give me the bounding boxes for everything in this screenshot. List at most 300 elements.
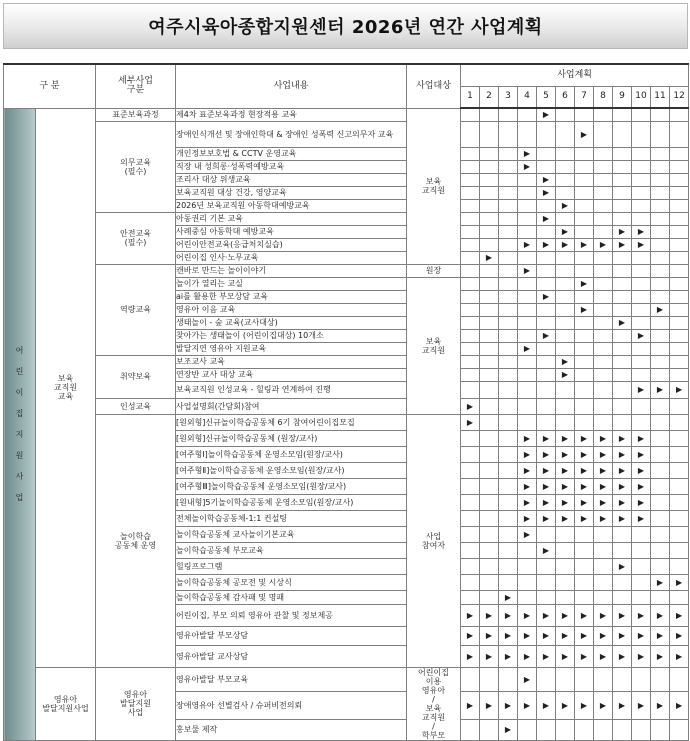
month-cell bbox=[537, 414, 556, 430]
month-cell bbox=[537, 147, 556, 160]
subcategory-label: 영유아 발달지원 사업 bbox=[96, 667, 176, 740]
month-cell bbox=[480, 368, 499, 381]
month-cell bbox=[651, 290, 670, 303]
month-marker: ▶ bbox=[556, 478, 575, 494]
month-cell bbox=[670, 173, 689, 186]
month-cell bbox=[499, 212, 518, 225]
program-content: [여주형Ⅱ]놀이학습공동체 운영소모임(원장/교사) bbox=[176, 462, 407, 478]
month-cell bbox=[537, 316, 556, 329]
month-cell bbox=[518, 542, 537, 558]
month-cell bbox=[613, 526, 632, 542]
subcategory-label: 인성교육 bbox=[96, 398, 176, 414]
subcategory-label: 안전교육 (필수) bbox=[96, 212, 176, 264]
month-marker: ▶ bbox=[613, 494, 632, 510]
program-content: 놀이학습공동체 공모전 및 시상식 bbox=[176, 574, 407, 590]
month-cell bbox=[613, 329, 632, 342]
month-cell bbox=[537, 368, 556, 381]
month-marker: ▶ bbox=[461, 604, 480, 626]
month-cell bbox=[499, 368, 518, 381]
month-header-7: 7 bbox=[575, 86, 594, 108]
month-cell bbox=[461, 108, 480, 121]
month-marker: ▶ bbox=[670, 645, 689, 667]
month-marker: ▶ bbox=[537, 173, 556, 186]
month-cell bbox=[480, 173, 499, 186]
month-cell bbox=[575, 186, 594, 199]
month-cell bbox=[594, 542, 613, 558]
month-cell bbox=[613, 590, 632, 604]
month-cell bbox=[632, 414, 651, 430]
title-banner bbox=[3, 3, 688, 49]
month-cell bbox=[461, 186, 480, 199]
month-cell bbox=[670, 542, 689, 558]
month-cell bbox=[499, 290, 518, 303]
month-cell bbox=[499, 355, 518, 368]
month-marker: ▶ bbox=[632, 225, 651, 238]
month-cell bbox=[594, 121, 613, 147]
month-cell bbox=[556, 160, 575, 173]
month-cell bbox=[594, 316, 613, 329]
month-marker: ▶ bbox=[537, 478, 556, 494]
month-marker: ▶ bbox=[632, 510, 651, 526]
month-cell bbox=[632, 316, 651, 329]
month-cell bbox=[670, 108, 689, 121]
month-cell bbox=[575, 667, 594, 691]
month-cell bbox=[537, 667, 556, 691]
month-marker: ▶ bbox=[594, 446, 613, 462]
month-cell bbox=[670, 446, 689, 462]
month-header-9: 9 bbox=[613, 86, 632, 108]
month-cell bbox=[537, 277, 556, 290]
month-cell bbox=[556, 264, 575, 277]
month-marker: ▶ bbox=[556, 645, 575, 667]
month-cell bbox=[670, 199, 689, 212]
month-cell bbox=[556, 212, 575, 225]
month-cell bbox=[480, 526, 499, 542]
month-cell bbox=[632, 264, 651, 277]
month-cell bbox=[651, 510, 670, 526]
month-cell bbox=[651, 264, 670, 277]
month-marker: ▶ bbox=[670, 574, 689, 590]
table-row bbox=[4, 398, 689, 414]
program-content: 보조교사 교육 bbox=[176, 355, 407, 368]
subcategory-label: 표준보육과정 bbox=[96, 108, 176, 121]
month-marker: ▶ bbox=[537, 329, 556, 342]
month-marker: ▶ bbox=[651, 604, 670, 626]
program-content: 2026년 보육교직원 아동학대예방교육 bbox=[176, 199, 407, 212]
month-cell bbox=[632, 303, 651, 316]
month-cell bbox=[518, 290, 537, 303]
month-cell bbox=[556, 414, 575, 430]
month-cell bbox=[480, 590, 499, 604]
month-cell bbox=[670, 510, 689, 526]
month-cell bbox=[518, 329, 537, 342]
table-row bbox=[4, 108, 689, 121]
month-marker: ▶ bbox=[518, 645, 537, 667]
month-cell bbox=[575, 574, 594, 590]
month-marker: ▶ bbox=[575, 510, 594, 526]
month-header-12: 12 bbox=[670, 86, 689, 108]
month-marker: ▶ bbox=[575, 691, 594, 719]
month-marker: ▶ bbox=[594, 604, 613, 626]
month-cell bbox=[480, 430, 499, 446]
month-marker: ▶ bbox=[556, 199, 575, 212]
month-marker: ▶ bbox=[518, 478, 537, 494]
month-marker: ▶ bbox=[556, 510, 575, 526]
month-marker: ▶ bbox=[518, 342, 537, 355]
program-content: 발달지연 영유아 지원교육 bbox=[176, 342, 407, 355]
month-cell bbox=[575, 329, 594, 342]
month-cell bbox=[518, 199, 537, 212]
month-cell bbox=[461, 212, 480, 225]
month-cell bbox=[480, 186, 499, 199]
month-cell bbox=[613, 667, 632, 691]
month-cell bbox=[499, 462, 518, 478]
program-content: 놀이학습공동체 교사놀이기본교육 bbox=[176, 526, 407, 542]
month-cell bbox=[670, 264, 689, 277]
month-marker: ▶ bbox=[670, 604, 689, 626]
month-cell bbox=[480, 264, 499, 277]
month-cell bbox=[499, 510, 518, 526]
month-cell bbox=[651, 667, 670, 691]
month-cell bbox=[651, 355, 670, 368]
month-cell bbox=[670, 160, 689, 173]
program-content: 장애영유아 선별검사 / 슈퍼비전의뢰 bbox=[176, 691, 407, 719]
month-cell bbox=[556, 526, 575, 542]
month-marker: ▶ bbox=[480, 691, 499, 719]
month-cell bbox=[518, 355, 537, 368]
month-marker: ▶ bbox=[670, 691, 689, 719]
month-cell bbox=[613, 264, 632, 277]
month-cell bbox=[499, 494, 518, 510]
program-content: 사례중심 아동학대 예방교육 bbox=[176, 225, 407, 238]
month-cell bbox=[461, 160, 480, 173]
month-cell bbox=[480, 290, 499, 303]
month-marker: ▶ bbox=[499, 626, 518, 645]
month-marker: ▶ bbox=[632, 645, 651, 667]
month-marker: ▶ bbox=[651, 574, 670, 590]
month-cell bbox=[651, 329, 670, 342]
month-cell bbox=[499, 342, 518, 355]
month-marker: ▶ bbox=[518, 446, 537, 462]
month-cell bbox=[480, 277, 499, 290]
month-cell bbox=[613, 199, 632, 212]
month-cell bbox=[537, 225, 556, 238]
month-marker: ▶ bbox=[518, 494, 537, 510]
month-cell bbox=[651, 160, 670, 173]
month-marker: ▶ bbox=[518, 462, 537, 478]
month-cell bbox=[480, 303, 499, 316]
month-cell bbox=[651, 316, 670, 329]
month-cell bbox=[632, 398, 651, 414]
month-cell bbox=[499, 381, 518, 398]
month-cell bbox=[670, 186, 689, 199]
month-cell bbox=[499, 398, 518, 414]
month-marker: ▶ bbox=[537, 494, 556, 510]
month-marker: ▶ bbox=[518, 604, 537, 626]
program-content: [여주형Ⅰ]놀이학습공동체 운영소모임(원장/교사) bbox=[176, 446, 407, 462]
month-cell bbox=[670, 147, 689, 160]
month-marker: ▶ bbox=[651, 381, 670, 398]
month-marker: ▶ bbox=[575, 604, 594, 626]
month-cell bbox=[537, 264, 556, 277]
month-marker: ▶ bbox=[499, 720, 518, 741]
subcategory-label: 의무교육 (필수) bbox=[96, 121, 176, 212]
month-cell bbox=[518, 368, 537, 381]
target-label: 원장 bbox=[407, 264, 461, 277]
month-cell bbox=[537, 160, 556, 173]
month-cell bbox=[518, 108, 537, 121]
month-cell bbox=[499, 199, 518, 212]
month-cell bbox=[461, 316, 480, 329]
program-content: ai를 활용한 부모상담 교육 bbox=[176, 290, 407, 303]
month-cell bbox=[499, 225, 518, 238]
month-cell bbox=[499, 446, 518, 462]
month-cell bbox=[651, 108, 670, 121]
month-cell bbox=[594, 574, 613, 590]
month-cell bbox=[670, 342, 689, 355]
program-content: 찾아가는 생태놀이 (어린이집대상) 10개소 bbox=[176, 329, 407, 342]
month-marker: ▶ bbox=[537, 645, 556, 667]
month-marker: ▶ bbox=[537, 510, 556, 526]
month-cell bbox=[670, 329, 689, 342]
month-cell bbox=[575, 355, 594, 368]
month-cell bbox=[499, 303, 518, 316]
month-cell bbox=[461, 558, 480, 574]
month-cell bbox=[575, 342, 594, 355]
month-header-8: 8 bbox=[594, 86, 613, 108]
month-marker: ▶ bbox=[518, 667, 537, 691]
month-cell bbox=[480, 446, 499, 462]
month-marker: ▶ bbox=[594, 510, 613, 526]
program-content: 전체놀이학습공동체-1:1 컨설팅 bbox=[176, 510, 407, 526]
month-marker: ▶ bbox=[613, 510, 632, 526]
month-cell bbox=[556, 251, 575, 264]
month-cell bbox=[613, 303, 632, 316]
month-marker: ▶ bbox=[632, 238, 651, 251]
month-cell bbox=[651, 199, 670, 212]
month-cell bbox=[499, 667, 518, 691]
month-marker: ▶ bbox=[651, 626, 670, 645]
program-content: 놀이학습공동체 부모교육 bbox=[176, 542, 407, 558]
month-cell bbox=[499, 478, 518, 494]
month-cell bbox=[670, 225, 689, 238]
month-marker: ▶ bbox=[613, 604, 632, 626]
month-cell bbox=[537, 121, 556, 147]
month-cell bbox=[480, 542, 499, 558]
target-label: 보육 교직원 bbox=[407, 108, 461, 264]
month-cell bbox=[613, 414, 632, 430]
month-cell bbox=[651, 526, 670, 542]
month-header-5: 5 bbox=[537, 86, 556, 108]
month-marker: ▶ bbox=[461, 414, 480, 430]
month-cell bbox=[518, 574, 537, 590]
month-cell bbox=[556, 667, 575, 691]
program-content: 어린이집 인사·노무교육 bbox=[176, 251, 407, 264]
month-cell bbox=[461, 225, 480, 238]
month-cell bbox=[594, 264, 613, 277]
month-cell bbox=[499, 160, 518, 173]
month-cell bbox=[632, 173, 651, 186]
month-cell bbox=[651, 368, 670, 381]
month-cell bbox=[461, 381, 480, 398]
month-cell bbox=[537, 574, 556, 590]
month-cell bbox=[461, 147, 480, 160]
program-content: 홍보물 제작 bbox=[176, 720, 407, 741]
month-cell bbox=[594, 558, 613, 574]
month-cell bbox=[594, 355, 613, 368]
month-marker: ▶ bbox=[556, 225, 575, 238]
month-cell bbox=[537, 199, 556, 212]
month-marker: ▶ bbox=[613, 691, 632, 719]
month-marker: ▶ bbox=[556, 626, 575, 645]
month-cell bbox=[537, 355, 556, 368]
month-cell bbox=[651, 398, 670, 414]
subcategory-label: 취약보육 bbox=[96, 355, 176, 398]
month-cell bbox=[518, 121, 537, 147]
month-cell bbox=[670, 590, 689, 604]
month-marker: ▶ bbox=[556, 462, 575, 478]
month-cell bbox=[594, 381, 613, 398]
table-row bbox=[4, 414, 689, 430]
month-cell bbox=[651, 225, 670, 238]
month-marker: ▶ bbox=[556, 691, 575, 719]
month-cell bbox=[518, 558, 537, 574]
month-cell bbox=[594, 398, 613, 414]
month-cell bbox=[594, 212, 613, 225]
month-cell bbox=[651, 121, 670, 147]
month-marker: ▶ bbox=[594, 462, 613, 478]
month-cell bbox=[518, 316, 537, 329]
month-marker: ▶ bbox=[613, 478, 632, 494]
month-cell bbox=[461, 526, 480, 542]
month-cell bbox=[575, 381, 594, 398]
month-cell bbox=[556, 290, 575, 303]
month-cell bbox=[461, 368, 480, 381]
month-cell bbox=[651, 342, 670, 355]
month-cell bbox=[613, 173, 632, 186]
month-cell bbox=[613, 398, 632, 414]
month-cell bbox=[499, 277, 518, 290]
month-cell bbox=[575, 558, 594, 574]
table-row bbox=[4, 264, 689, 277]
month-cell bbox=[461, 277, 480, 290]
month-cell bbox=[480, 329, 499, 342]
month-marker: ▶ bbox=[499, 691, 518, 719]
month-cell bbox=[461, 667, 480, 691]
program-content: 생태놀이 - 숲 교육(교사대상) bbox=[176, 316, 407, 329]
month-marker: ▶ bbox=[575, 645, 594, 667]
month-cell bbox=[518, 590, 537, 604]
month-cell bbox=[670, 251, 689, 264]
month-cell bbox=[594, 303, 613, 316]
month-cell bbox=[632, 558, 651, 574]
month-cell bbox=[575, 526, 594, 542]
month-marker: ▶ bbox=[518, 626, 537, 645]
month-cell bbox=[632, 251, 651, 264]
annual-plan-table bbox=[3, 63, 689, 741]
month-marker: ▶ bbox=[537, 446, 556, 462]
month-cell bbox=[461, 173, 480, 186]
month-cell bbox=[651, 186, 670, 199]
program-content: 놀이학습공동체 감사패 및 명패 bbox=[176, 590, 407, 604]
month-marker: ▶ bbox=[613, 626, 632, 645]
month-cell bbox=[480, 342, 499, 355]
month-cell bbox=[651, 446, 670, 462]
month-cell bbox=[575, 590, 594, 604]
month-cell bbox=[651, 147, 670, 160]
month-cell bbox=[575, 147, 594, 160]
month-cell bbox=[670, 667, 689, 691]
program-content: [여주형Ⅲ]놀이학습공동체 운영소모임(원장/교사) bbox=[176, 478, 407, 494]
month-cell bbox=[461, 542, 480, 558]
month-cell bbox=[651, 414, 670, 430]
month-marker: ▶ bbox=[632, 446, 651, 462]
month-cell bbox=[613, 277, 632, 290]
month-marker: ▶ bbox=[556, 494, 575, 510]
month-cell bbox=[556, 329, 575, 342]
page-title: 여주시육아종합지원센터 2026년 연간 사업계획 bbox=[148, 17, 543, 38]
month-cell bbox=[594, 199, 613, 212]
month-cell bbox=[537, 251, 556, 264]
month-marker: ▶ bbox=[632, 626, 651, 645]
month-cell bbox=[670, 462, 689, 478]
month-cell bbox=[499, 329, 518, 342]
month-cell bbox=[480, 381, 499, 398]
month-cell bbox=[632, 574, 651, 590]
month-cell bbox=[594, 173, 613, 186]
target-label: 사업 참여자 bbox=[407, 414, 461, 667]
month-cell bbox=[480, 478, 499, 494]
month-marker: ▶ bbox=[651, 645, 670, 667]
month-cell bbox=[480, 355, 499, 368]
month-marker: ▶ bbox=[632, 494, 651, 510]
month-cell bbox=[499, 264, 518, 277]
table-row bbox=[4, 121, 689, 147]
month-cell bbox=[651, 277, 670, 290]
month-marker: ▶ bbox=[537, 604, 556, 626]
month-marker: ▶ bbox=[461, 691, 480, 719]
month-cell bbox=[537, 303, 556, 316]
month-cell bbox=[499, 108, 518, 121]
program-content: 사업설명회(간담회)참여 bbox=[176, 398, 407, 414]
month-cell bbox=[594, 329, 613, 342]
month-cell bbox=[461, 510, 480, 526]
table-row bbox=[4, 667, 689, 691]
month-cell bbox=[518, 225, 537, 238]
header-subcategory bbox=[96, 64, 176, 108]
month-cell bbox=[594, 108, 613, 121]
header-plan: 사업계획 bbox=[461, 64, 689, 86]
month-marker: ▶ bbox=[518, 264, 537, 277]
month-cell bbox=[556, 342, 575, 355]
month-marker: ▶ bbox=[556, 604, 575, 626]
month-marker: ▶ bbox=[651, 691, 670, 719]
month-cell bbox=[575, 108, 594, 121]
month-cell bbox=[480, 238, 499, 251]
month-marker: ▶ bbox=[670, 381, 689, 398]
month-cell bbox=[556, 542, 575, 558]
month-marker: ▶ bbox=[575, 121, 594, 147]
month-cell bbox=[575, 290, 594, 303]
month-marker: ▶ bbox=[632, 329, 651, 342]
program-content: 보육교직원 대상 건강, 영양교육 bbox=[176, 186, 407, 199]
month-cell bbox=[480, 212, 499, 225]
month-marker: ▶ bbox=[632, 462, 651, 478]
month-cell bbox=[518, 251, 537, 264]
month-marker: ▶ bbox=[575, 446, 594, 462]
month-marker: ▶ bbox=[461, 626, 480, 645]
month-cell bbox=[613, 108, 632, 121]
